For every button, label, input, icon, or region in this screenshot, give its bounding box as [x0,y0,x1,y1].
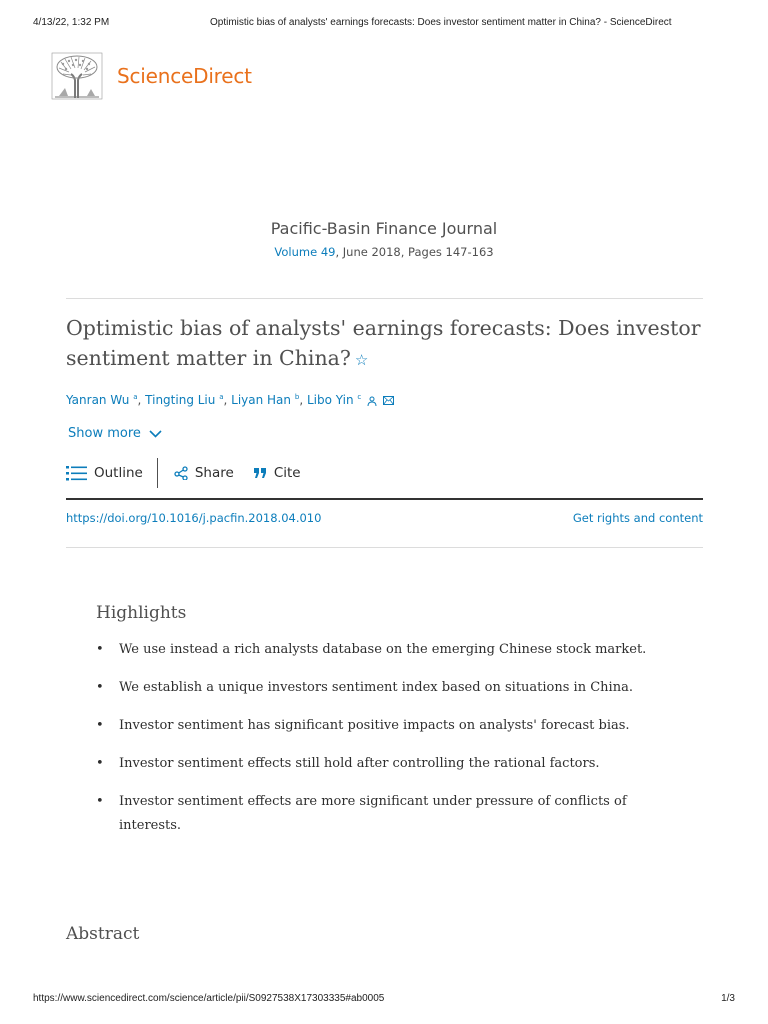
highlights-list [96,638,656,852]
highlight-text: Investor sentiment has significant positive impacts on analysts' forecast bias. [119,718,630,733]
author-link[interactable] [231,393,299,407]
author-link[interactable] [307,393,361,407]
print-header [0,17,768,31]
page-number: 1/3 [721,993,735,1004]
quote-icon [254,468,267,478]
journal-info [0,219,768,260]
list-item [96,638,656,662]
author-separator: , [299,393,307,407]
cite-label: Cite [273,465,301,481]
author-separator: , [137,393,146,407]
author-affiliation: a [133,393,138,401]
list-item [96,714,656,738]
highlights-heading: Highlights [96,603,187,623]
show-more-label: Show more [68,426,141,441]
print-footer [0,993,768,1007]
author-name: Libo Yin [306,393,354,407]
volume-link[interactable]: Volume 49 [274,245,336,259]
person-icon[interactable] [367,396,377,406]
author-name: Tingting Liu [145,393,216,407]
bullet: • [96,794,104,809]
author-list [66,393,394,407]
print-url: https://www.sciencedirect.com/science/article/pii/S0927538X17303335#ab0005 [33,993,385,1004]
highlight-text: Investor sentiment effects are more significant under pressure of conflicts of interests. [119,794,627,833]
article-toolbar [66,457,301,489]
toolbar-divider [157,458,158,488]
highlight-text: Investor sentiment effects still hold after controlling the rational factors. [119,756,600,771]
author-separator: , [223,393,232,407]
bullet: • [96,756,104,771]
author-name: Yanran Wu [66,393,130,407]
bullet: • [96,680,104,695]
outline-label: Outline [94,465,143,481]
print-page-title: Optimistic bias of analysts' earnings forecasts: Does investor sentiment matter in China? - ScienceDirect [210,17,672,28]
author-link[interactable] [145,393,223,407]
article-title-text: Optimistic bias of analysts' earnings forecasts: Does investor sentiment matter in China? [66,316,701,370]
divider [66,498,703,500]
rights-link[interactable]: Get rights and content [572,511,703,525]
list-item [96,752,656,776]
author-affiliation: b [294,393,300,401]
issue-details: , June 2018, Pages 147-163 [335,245,494,259]
share-label: Share [194,465,234,481]
article-title [66,313,706,375]
star-icon[interactable]: ☆ [354,351,369,369]
envelope-icon[interactable] [383,396,394,405]
show-more-button[interactable] [68,426,162,441]
bullet: • [96,642,104,657]
journal-meta [0,244,768,260]
outline-button[interactable] [66,465,143,481]
list-icon [66,465,87,481]
share-button[interactable] [174,465,234,481]
cite-button[interactable] [254,465,301,481]
list-item [96,676,656,700]
divider [66,298,703,299]
highlight-text: We use instead a rich analysts database on the emerging Chinese stock market. [119,642,647,657]
author-link[interactable] [66,393,138,407]
bullet: • [96,718,104,733]
list-item [96,790,656,838]
brand-name: ScienceDirect [117,64,252,88]
elsevier-tree-icon [51,52,103,100]
share-icon [174,466,188,480]
sciencedirect-logo[interactable] [51,52,251,100]
author-affiliation: c [357,393,362,401]
chevron-down-icon [149,430,162,438]
divider [66,547,703,548]
author-name: Liyan Han [231,393,292,407]
doi-link[interactable]: https://doi.org/10.1016/j.pacfin.2018.04.010 [66,511,322,525]
print-date: 4/13/22, 1:32 PM [33,17,110,28]
highlight-text: We establish a unique investors sentiment index based on situations in China. [119,680,633,695]
author-affiliation: a [219,393,224,401]
journal-name[interactable]: Pacific-Basin Finance Journal [270,219,498,238]
abstract-heading: Abstract [66,924,140,944]
